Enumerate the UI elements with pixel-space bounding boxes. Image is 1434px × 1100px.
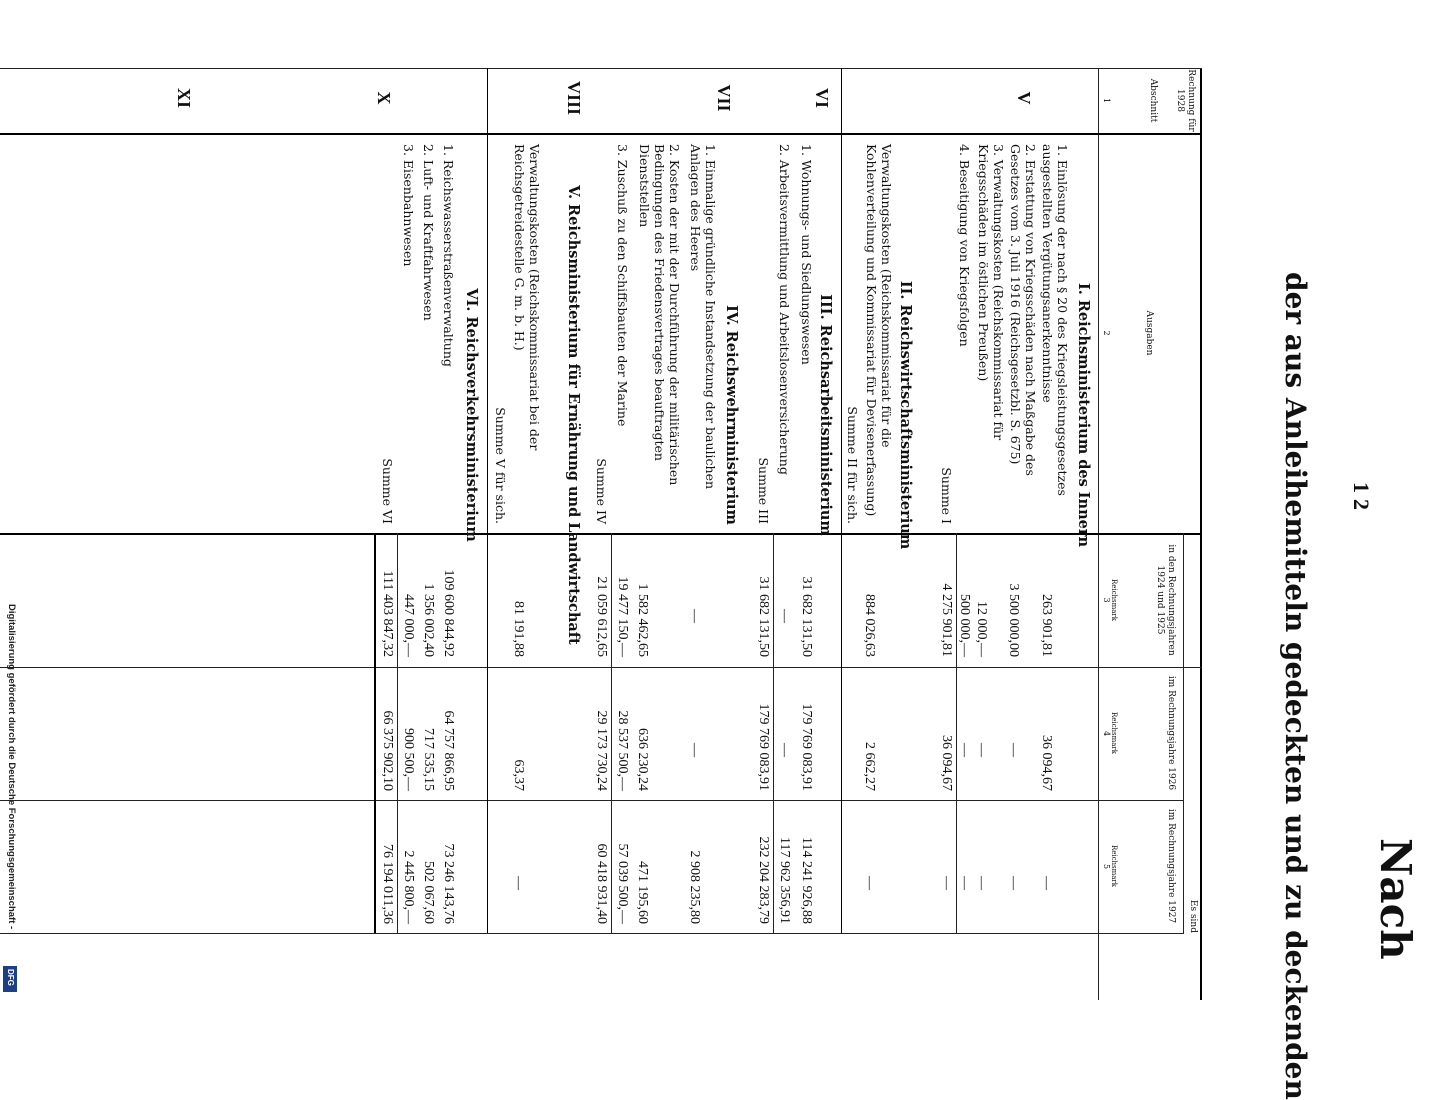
digitization-footer <box>3 0 17 1000</box>
dfg-logo: DFG <box>3 966 17 992</box>
sum-col4: 36 094,67 <box>939 735 954 791</box>
header-col5: im Rechnungsjahre 1927 <box>1166 808 1176 924</box>
es-sind-rule <box>1183 533 1184 933</box>
sum-col3: 21 059 612,65 <box>594 576 609 657</box>
colnum-1: 1 <box>1102 97 1111 104</box>
header-rechnung: Rechnung für 1928 <box>1175 69 1196 132</box>
item-text: 2. Kosten der mit der Durchführung der militärischen Bedingungen des Friedensvertrages beauftragten Dienststellen <box>637 144 682 486</box>
value-col4: 900 500,— <box>401 728 416 791</box>
sum-label: Summe VI <box>380 458 395 524</box>
unit-col4: Reichsmark <box>1110 711 1118 755</box>
value-col4: 2 662,27 <box>862 742 877 791</box>
title-line-1: Nach <box>1371 838 1420 960</box>
item-text: 3. Eisenbahnwesen <box>401 144 416 267</box>
value-col4: — <box>957 743 972 757</box>
colnum-3: 3 <box>1102 597 1111 603</box>
value-col4: 64 757 866,95 <box>441 710 456 791</box>
header-col4: im Rechnungsjahre 1926 <box>1166 675 1176 791</box>
item-text: 4. Beseitigung von Kriegsfolgen <box>957 144 972 347</box>
sum-rule <box>397 533 398 933</box>
roman-V: V <box>1014 91 1034 105</box>
roman-VII: VII <box>714 84 734 112</box>
value-col3: — <box>687 609 702 623</box>
value-col4: 717 535,15 <box>421 728 436 791</box>
final-rule <box>374 533 376 933</box>
value-col5: — <box>974 876 989 890</box>
roman-XI: XI <box>174 87 194 108</box>
item-text: Verwaltungskosten (Reichskommissariat für die Kohlenverteilung und Kommissariat für Devisenerfassung) <box>864 144 894 517</box>
value-col4: — <box>1006 743 1021 757</box>
value-col5: 73 246 143,76 <box>441 843 456 924</box>
ministry-title: IV. Reichswehrministerium <box>723 305 740 525</box>
value-col5: — <box>957 876 972 890</box>
value-col3: 12 000,— <box>974 601 989 657</box>
value-col3: 19 477 150,— <box>615 576 630 657</box>
value-col5: — <box>511 876 526 890</box>
roman-VIII: VIII <box>564 80 584 115</box>
sum-label: Summe IV <box>594 458 609 524</box>
value-col5: 502 067,60 <box>421 861 436 924</box>
sum-col3: 31 682 131,50 <box>756 576 771 657</box>
roman-X: X <box>374 91 394 105</box>
sum-col5: 232 204 283,79 <box>756 836 771 924</box>
col5-right-rule <box>0 933 1184 934</box>
sum-rule <box>956 533 957 933</box>
sum-col5: 76 194 011,36 <box>380 844 395 924</box>
header-col3: in den Rechnungsjahren 1924 und 1925 <box>1155 544 1176 656</box>
value-col5: 471 195,60 <box>635 861 650 924</box>
value-col5: 114 241 926,88 <box>799 837 814 924</box>
value-col3: — <box>777 609 792 623</box>
sum-label: Summe I <box>939 467 954 524</box>
value-col4: 28 537 500,— <box>615 710 630 791</box>
item-text: 3. Verwaltungskosten (Reichskommissariat für Kriegsschäden im östlichen Preußen) <box>976 144 1006 441</box>
roman-VI: VI <box>812 87 832 108</box>
item-text: 1. Einlösung der nach § 20 des Kriegsleistungsgesetzes ausgestellten Vergütungsanerkenntnisse <box>1040 144 1070 496</box>
header-ausgaben: Ausgaben <box>1144 310 1154 356</box>
sum-rule <box>611 533 612 933</box>
value-col3: 884 026,63 <box>862 594 877 657</box>
ministry-title: I. Reichsministerium des Innern <box>1075 282 1092 548</box>
footer-text: Digitalisierung gefördert durch die Deutsche Forschungsgemeinschaft - <box>6 604 17 930</box>
ministry-title: VI. Reichsverkehrsministerium <box>463 288 480 542</box>
ministry-title: V. Reichsministerium für Ernährung und Landwirtschaft <box>565 185 582 645</box>
value-col4: 36 094,67 <box>1039 735 1054 791</box>
item-text: 2. Erstattung von Kriegsschäden nach Maßgabe des Gesetzes vom 3. Juli 1916 (Reichsgesetzbl. S. 675) <box>1008 144 1038 476</box>
col1-right-rule <box>0 133 1202 135</box>
section-rule <box>487 68 488 933</box>
value-col3: 447 000,— <box>401 594 416 657</box>
sum-col3: 4 275 901,81 <box>939 583 954 657</box>
item-text: 1. Reichswasserstraßenverwaltung <box>441 144 456 367</box>
colnum-2: 2 <box>1102 330 1111 336</box>
header-es-sind: Es sind <box>1188 899 1198 933</box>
sum-label: Summe V für sich. <box>493 407 508 524</box>
value-col5: 117 962 356,91 <box>777 837 792 924</box>
sum-col5: 60 418 931,40 <box>594 843 609 924</box>
value-col4: 63,37 <box>511 759 526 791</box>
colnum-5: 5 <box>1102 863 1111 870</box>
item-text: 1. Wohnungs- und Siedlungswesen <box>799 144 814 365</box>
value-col4: — <box>777 743 792 757</box>
value-col4: 636 230,24 <box>635 728 650 791</box>
value-col3: 1 356 002,40 <box>421 583 436 657</box>
value-col5: 2 908 235,80 <box>687 850 702 924</box>
value-col5: 57 039 500,— <box>615 843 630 924</box>
item-text: 1. Einmalige gründliche Instandsetzung der baulichen Anlagen des Heeres <box>688 144 718 490</box>
value-col5: — <box>1006 876 1021 890</box>
ministry-title: II. Reichswirtschaftsministerium <box>897 280 914 550</box>
sum-label: Summe III <box>756 457 771 524</box>
section-rule <box>841 68 842 933</box>
value-col5: — <box>1039 876 1054 890</box>
sum-col5: — <box>939 876 954 890</box>
item-text: 2. Luft- und Kraftfahrwesen <box>421 144 436 321</box>
unit-col5: Reichsmark <box>1110 844 1118 888</box>
sum-label: Summe II für sich. <box>845 406 860 524</box>
value-col4: — <box>687 743 702 757</box>
sum-col4: 66 375 902,10 <box>380 710 395 791</box>
title-line-2: der aus Anleihemitteln gedeckten und zu deckenden <box>1279 272 1312 1100</box>
page-number: 12 <box>1349 482 1374 516</box>
colnum-4: 4 <box>1102 730 1111 737</box>
value-col3: 31 682 131,50 <box>799 576 814 657</box>
item-text: 2. Arbeitsvermittlung und Arbeitslosenversicherung <box>777 144 792 475</box>
item-text: 3. Zuschuß zu den Schiffsbauten der Marine <box>615 144 630 427</box>
value-col3: 109 600 844,92 <box>441 569 456 657</box>
value-col3: 500 000,— <box>957 594 972 657</box>
sum-col3: 111 403 847,32 <box>380 570 395 657</box>
sum-col4: 179 769 083,91 <box>756 703 771 791</box>
value-col3: 81 191,88 <box>511 601 526 657</box>
value-col4: — <box>974 743 989 757</box>
value-col3: 3 500 000,00 <box>1006 583 1021 657</box>
value-col3: 1 582 462,65 <box>635 583 650 657</box>
header-abschnitt: Abschnitt <box>1148 78 1158 123</box>
value-col5: — <box>862 876 877 890</box>
value-col3: 263 901,81 <box>1039 594 1054 657</box>
unit-col3: Reichsmark <box>1110 578 1118 622</box>
item-text: Verwaltungskosten (Reichskommissariat bei der Reichsgetreidestelle G. m. b. H.) <box>512 144 542 451</box>
sum-col4: 29 173 730,24 <box>594 710 609 791</box>
ministry-title: III. Reichsarbeitsministerium <box>817 294 834 536</box>
sum-rule <box>773 533 774 933</box>
value-col4: 179 769 083,91 <box>799 703 814 791</box>
value-col5: 2 445 800,— <box>401 850 416 924</box>
